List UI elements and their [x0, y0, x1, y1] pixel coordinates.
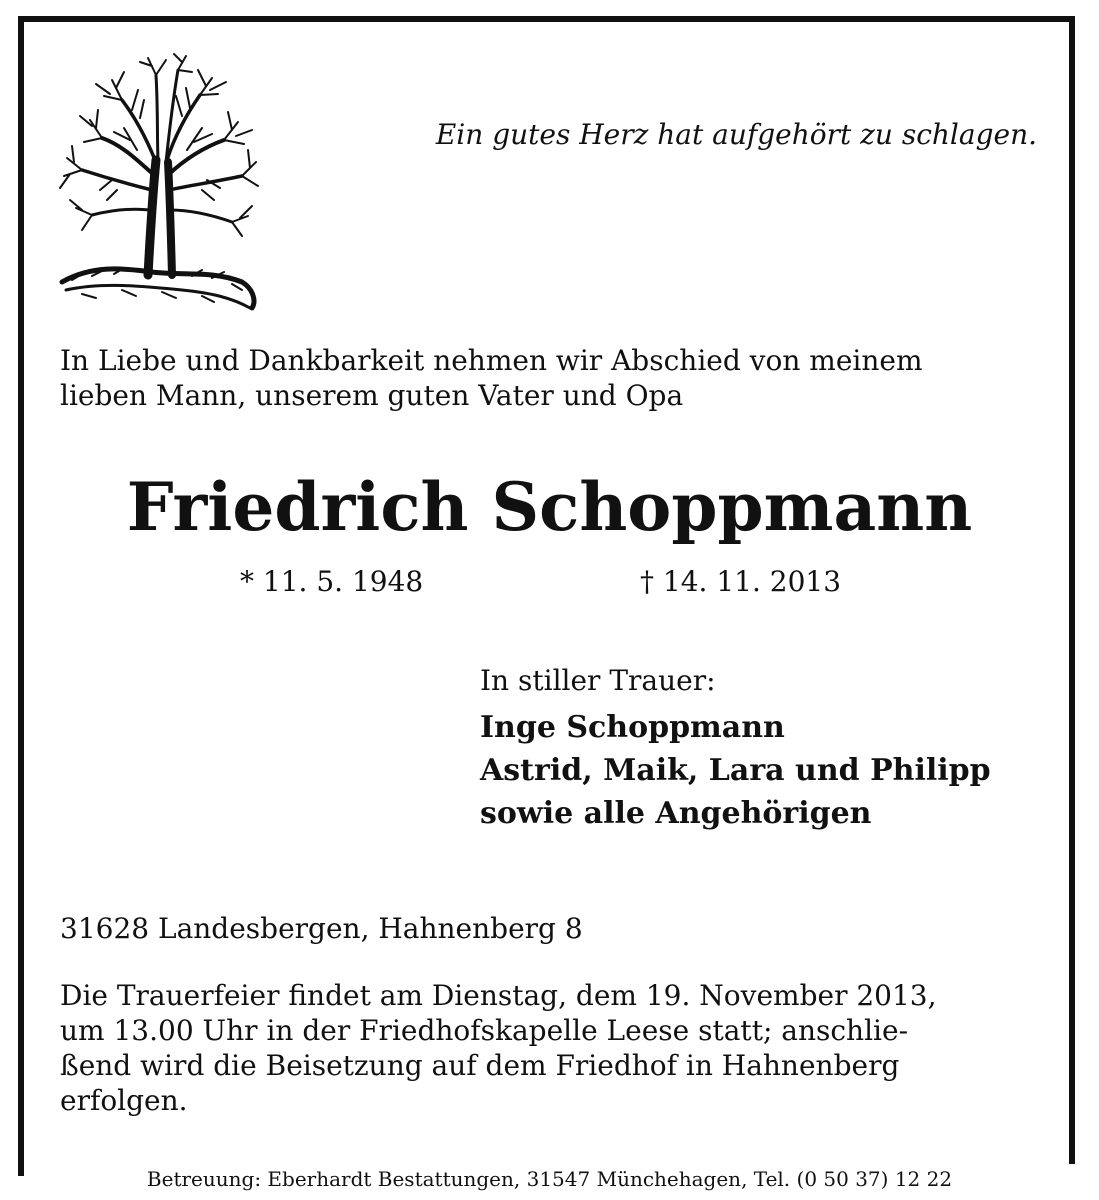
farewell-intro: [60, 343, 1045, 413]
epitaph-quote: Ein gutes Herz hat aufgehört zu schlagen.: [435, 118, 1037, 151]
mourning-label: In stiller Trauer:: [480, 664, 716, 697]
birth-date: * 11. 5. 1948: [240, 565, 424, 598]
service-line: ßend wird die Beisetzung auf dem Friedhof in Hahnenberg: [60, 1049, 900, 1082]
service-line: erfolgen.: [60, 1084, 188, 1117]
funeral-home-text: Betreuung: Eberhardt Bestattungen, 31547 Münchehagen, Tel. (0 50 37) 12 22: [146, 1167, 953, 1191]
mourner-name: sowie alle Angehörigen: [480, 796, 872, 831]
farewell-intro-line: lieben Mann, unserem guten Vater und Opa: [60, 379, 684, 412]
family-address: 31628 Landesbergen, Hahnenberg 8: [60, 912, 583, 945]
service-line: um 13.00 Uhr in der Friedhofskapelle Leese statt; anschlie-: [60, 1014, 909, 1047]
funeral-home-footer: [24, 1164, 1075, 1194]
death-date: † 14. 11. 2013: [640, 565, 842, 598]
mourner-name: Astrid, Maik, Lara und Philipp: [480, 753, 991, 788]
funeral-service-info: [60, 978, 1035, 1118]
mourner-name: Inge Schoppmann: [480, 710, 785, 745]
service-line: Die Trauerfeier findet am Dienstag, dem 19. November 2013,: [60, 979, 937, 1012]
farewell-intro-line: In Liebe und Dankbarkeit nehmen wir Abschied von meinem: [60, 344, 923, 377]
tree-icon: [52, 50, 262, 315]
mourners-list: [480, 706, 991, 835]
deceased-name: Friedrich Schoppmann: [126, 468, 973, 546]
